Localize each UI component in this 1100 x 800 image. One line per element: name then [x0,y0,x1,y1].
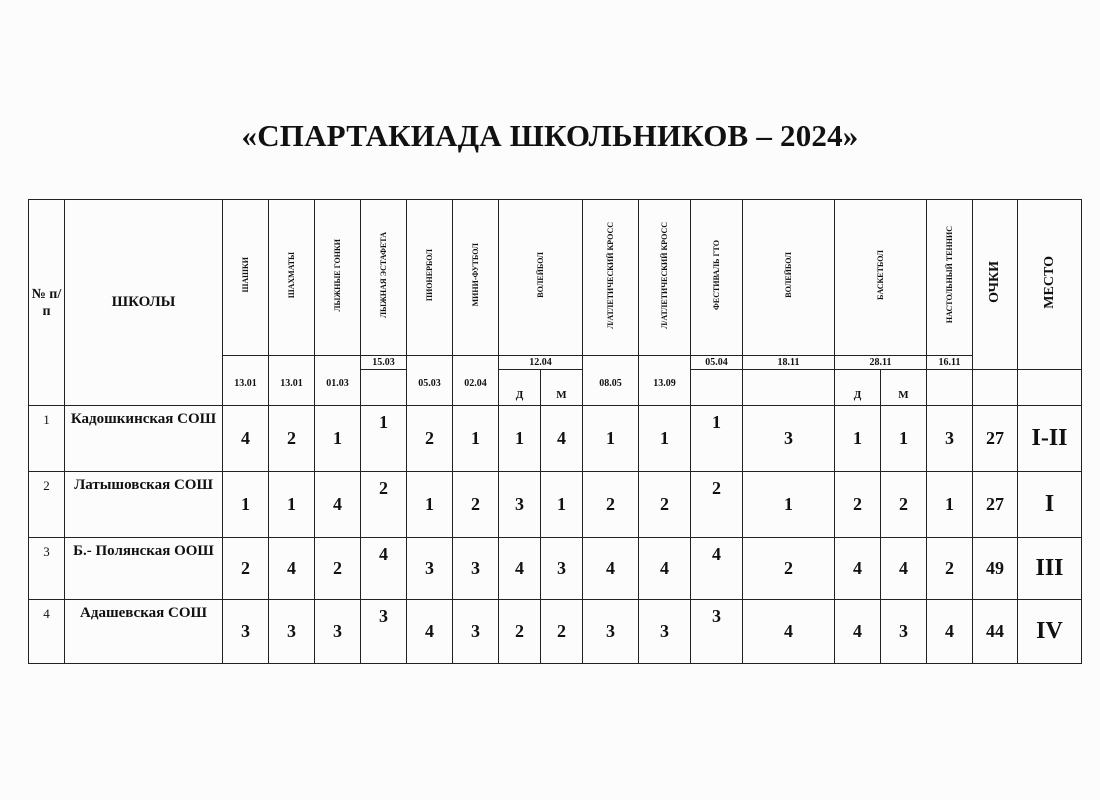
row-num: 2 [29,472,65,538]
points-cell: 44 [973,600,1018,664]
label-m-basketball: М [881,370,927,406]
blank-points [973,370,1018,406]
row-num: 1 [29,406,65,472]
points-cell: 49 [973,538,1018,600]
score-cell: 2 [361,472,407,538]
blank-table-tennis [927,370,973,406]
header-row-sports [29,200,1082,356]
score-cell: 3 [639,600,691,664]
score-cell: 2 [315,538,361,600]
score-cell: 2 [269,406,315,472]
score-cell: 1 [639,406,691,472]
date-ski-race: 01.03 [315,356,361,406]
score-cell: 4 [361,538,407,600]
date-table-tennis: 16.11 [927,356,973,370]
header-sport-cross-1: Л/АТЛЕТИЧЕСКИЙ КРОСС [583,200,639,356]
score-cell: 3 [583,600,639,664]
blank-volleyball-2 [743,370,835,406]
score-cell: 4 [639,538,691,600]
header-sport-mini-football: МИНИ-ФУТБОЛ [453,200,499,356]
results-table [28,199,1082,664]
score-cell: 4 [743,600,835,664]
score-cell: 3 [743,406,835,472]
place-cell: I [1018,472,1082,538]
score-cell: 3 [541,538,583,600]
page-title: «СПАРТАКИАДА ШКОЛЬНИКОВ – 2024» [241,118,859,153]
score-cell: 1 [361,406,407,472]
label-d-volleyball: Д [499,370,541,406]
score-cell: 1 [269,472,315,538]
score-cell: 1 [315,406,361,472]
header-sport-pioneerball: ПИОНЕРБОЛ [407,200,453,356]
header-sport-chess: ШАХМАТЫ [269,200,315,356]
score-cell: 3 [881,600,927,664]
score-cell: 1 [835,406,881,472]
table-row [29,600,1082,664]
score-cell: 4 [269,538,315,600]
blank-place [1018,370,1082,406]
score-cell: 4 [223,406,269,472]
school-name: Адашевская СОШ [65,600,223,664]
score-cell: 2 [881,472,927,538]
score-cell: 2 [691,472,743,538]
score-cell: 2 [453,472,499,538]
score-cell: 4 [541,406,583,472]
date-volleyball-2: 18.11 [743,356,835,370]
header-sport-checkers: ШАШКИ [223,200,269,356]
score-cell: 2 [407,406,453,472]
score-cell: 4 [407,600,453,664]
header-sport-volleyball-1: ВОЛЕЙБОЛ [499,200,583,356]
score-cell: 3 [223,600,269,664]
table-row [29,538,1082,600]
header-place: МЕСТО [1018,200,1082,370]
header-points: ОЧКИ [973,200,1018,370]
score-cell: 1 [583,406,639,472]
score-cell: 2 [743,538,835,600]
header-school: ШКОЛЫ [65,200,223,406]
header-sport-volleyball-2: ВОЛЕЙБОЛ [743,200,835,356]
score-cell: 1 [541,472,583,538]
score-cell: 3 [315,600,361,664]
score-cell: 4 [583,538,639,600]
score-cell: 1 [407,472,453,538]
score-cell: 2 [541,600,583,664]
date-checkers: 13.01 [223,356,269,406]
score-cell: 1 [223,472,269,538]
score-cell: 3 [407,538,453,600]
blank-ski-relay [361,370,407,406]
score-cell: 4 [315,472,361,538]
row-num: 4 [29,600,65,664]
label-m-volleyball: М [541,370,583,406]
header-sport-ski-relay: ЛЫЖНАЯ ЭСТАФЕТА [361,200,407,356]
table-row [29,406,1082,472]
score-cell: 4 [927,600,973,664]
score-cell: 3 [691,600,743,664]
blank-gto [691,370,743,406]
score-cell: 3 [361,600,407,664]
score-cell: 1 [691,406,743,472]
score-cell: 4 [499,538,541,600]
points-cell: 27 [973,472,1018,538]
place-cell: I-II [1018,406,1082,472]
header-sport-table-tennis: НАСТОЛЬНЫЙ ТЕННИС [927,200,973,356]
date-cross-1: 08.05 [583,356,639,406]
score-cell: 2 [639,472,691,538]
score-cell: 3 [499,472,541,538]
score-cell: 4 [691,538,743,600]
score-cell: 3 [269,600,315,664]
score-cell: 4 [835,538,881,600]
header-sport-cross-2: Л/АТЛЕТИЧЕСКИЙ КРОСС [639,200,691,356]
points-cell: 27 [973,406,1018,472]
header-sport-gto: ФЕСТИВАЛЬ ГТО [691,200,743,356]
score-cell: 1 [499,406,541,472]
school-name: Кадошкинская СОШ [65,406,223,472]
place-cell: IV [1018,600,1082,664]
school-name: Латышовская СОШ [65,472,223,538]
score-cell: 1 [881,406,927,472]
score-cell: 2 [583,472,639,538]
header-sport-ski-race: ЛЫЖНЫЕ ГОНКИ [315,200,361,356]
score-cell: 4 [881,538,927,600]
header-num: № п/п [29,200,65,406]
row-num: 3 [29,538,65,600]
score-cell: 2 [927,538,973,600]
date-pioneerball: 05.03 [407,356,453,406]
school-name: Б.- Полянская ООШ [65,538,223,600]
score-cell: 1 [927,472,973,538]
score-cell: 3 [453,600,499,664]
date-mini-football: 02.04 [453,356,499,406]
score-cell: 1 [743,472,835,538]
date-volleyball-1: 12.04 [499,356,583,370]
date-gto: 05.04 [691,356,743,370]
score-cell: 3 [927,406,973,472]
place-cell: III [1018,538,1082,600]
header-sport-basketball: БАСКЕТБОЛ [835,200,927,356]
label-d-basketball: Д [835,370,881,406]
score-cell: 2 [499,600,541,664]
score-cell: 3 [453,538,499,600]
date-chess: 13.01 [269,356,315,406]
date-cross-2: 13.09 [639,356,691,406]
score-cell: 2 [223,538,269,600]
score-cell: 4 [835,600,881,664]
date-basketball: 28.11 [835,356,927,370]
date-ski-relay: 15.03 [361,356,407,370]
table-row [29,472,1082,538]
score-cell: 1 [453,406,499,472]
score-cell: 2 [835,472,881,538]
